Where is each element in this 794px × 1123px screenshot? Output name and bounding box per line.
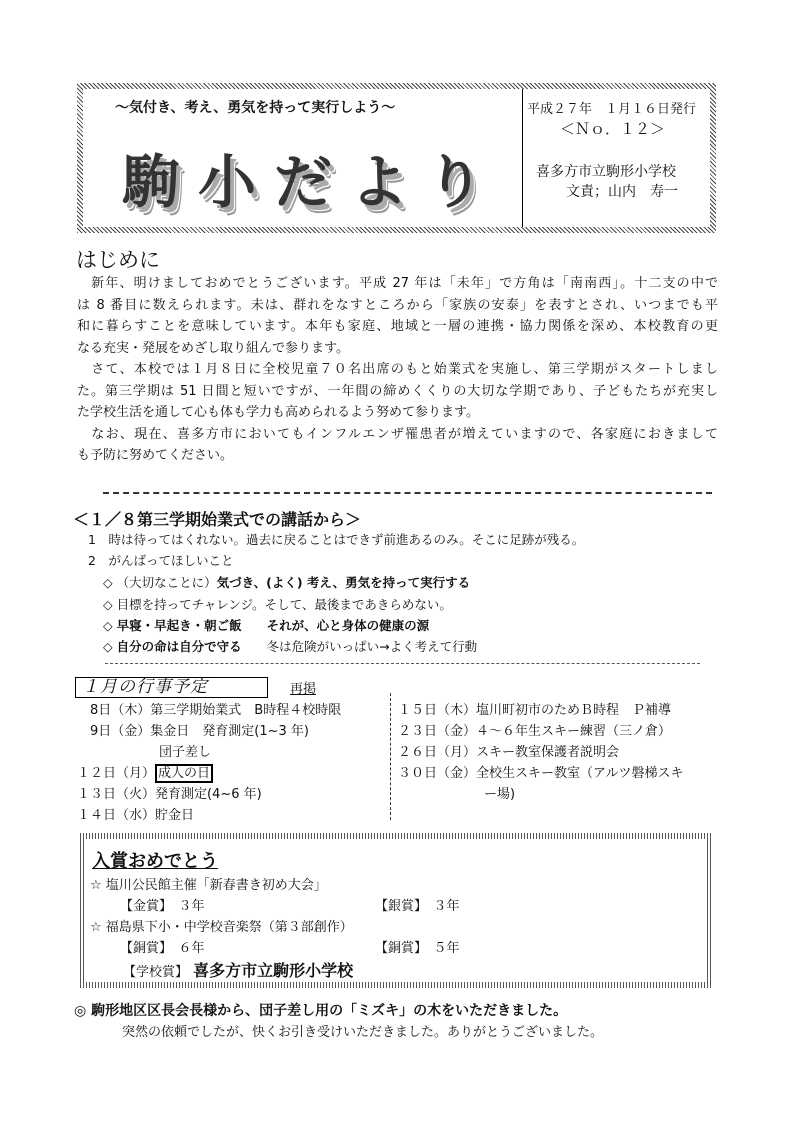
event-item: 8日（木）第三学期始業式 B時程４校時限 [77, 703, 342, 718]
newsletter-title: 駒小だより [122, 148, 503, 216]
school-name: 喜多方市立駒形小学校 [536, 164, 676, 180]
event-item: 9日（金）集金日 発育測定(1~3 年) [77, 724, 309, 739]
awards-title: 入賞おめでとう [92, 851, 218, 872]
school-award: 【学校賞】 喜多方市立駒形小学校 [123, 961, 354, 980]
speech-bullet: ◇ 早寝・早起き・朝ご飯 それが、心と身体の健康の源 [103, 618, 430, 633]
intro-line: 新年、明けましておめでとうございます。平成 27 年は「未年」で方角は「南南西」。十二支の中で [77, 276, 718, 291]
intro-heading: はじめに [76, 248, 160, 272]
event-item: ３０日（金）全校生スキー教室（アルツ磐梯スキ [398, 766, 684, 781]
speech-heading: ＜１／８第三学期始業式での講話から＞ [73, 510, 362, 529]
contest-name: ☆ 塩川公民館主催「新春書き初め大会」 [90, 878, 327, 893]
award-result: 【金賞】 ３年 [120, 899, 205, 914]
speech-bullet: ◇ 自分の命は自分で守る 冬は危険がいっぱい→よく考えて行動 [103, 639, 478, 654]
intro-line: た学校生活を通して心も体も学力も高められるよう努めて参ります。 [77, 405, 479, 420]
events-repost-label: 再掲 [290, 682, 317, 697]
intro-line: なる充実・発展をめざし取り組んで参ります。 [77, 340, 349, 356]
thanks-body: 突然の依頼でしたが、快くお引き受けいただきました。ありがとうございました。 [122, 1025, 604, 1040]
event-item: 団子差し [159, 745, 212, 760]
issue-date: 平成２７年 １月１６日発行 [527, 102, 697, 117]
award-result: 【銀賞】 ３年 [375, 899, 460, 914]
events-column-divider [390, 693, 391, 820]
event-item: ー場) [484, 787, 516, 802]
speech-item-2: 2 がんばってほしいこと [88, 553, 234, 568]
masthead-divider [522, 89, 523, 227]
motto: ～気付き、考え、勇気を持って実行しよう～ [115, 100, 396, 116]
event-item: １２日（月） 成人の日 [77, 762, 213, 781]
award-result: 【銅賞】 ６年 [120, 941, 205, 956]
events-title: １月の行事予定 [75, 677, 268, 698]
divider-dashed [103, 492, 712, 494]
event-item: ２３日（金）４～６年生スキー練習（三ノ倉） [398, 724, 672, 739]
contest-name: ☆ 福島県下小・中学校音楽祭（第３部創作） [90, 920, 353, 935]
event-item: １５日（木）塩川町初市のためＢ時程 Ｐ補導 [398, 703, 672, 718]
speech-bullet: ◇ 目標を持ってチャレンジ。そして、最後まであきらめない。 [103, 597, 452, 612]
intro-line: も予防に努めてください。 [77, 448, 234, 463]
thanks-heading: ◎ 駒形地区区長会長様から、団子差し用の「ミズキ」の木をいただきました。 [74, 1003, 568, 1019]
event-item: １４日（水）貯金日 [77, 808, 195, 823]
intro-line: さて、本校では１月８日に全校児童７０名出席のもと始業式を実施し、第三学期がスタートしまし [77, 362, 718, 377]
event-item: ２６日（月）スキー教室保護者説明会 [398, 745, 620, 760]
speech-item-1: 1 時は待ってはくれない。過去に戻ることはできず前進あるのみ。そこに足跡が残る。 [88, 532, 585, 547]
author: 文責；山内 寿一 [566, 184, 678, 200]
intro-line: なお、現在、喜多方市においてもインフルエンザ罹患者が増えていますので、各家庭におきまして [77, 426, 718, 442]
speech-bullet: ◇ （大切なことに）気づき、(よく) 考え、勇気を持って実行する [103, 575, 471, 590]
award-result: 【銅賞】 ５年 [375, 941, 460, 956]
intro-line: 和に暮らすことを意味しています。本年も家庭、地域と一層の連携・協力関係を深め、本校教育の更 [77, 319, 718, 334]
holiday-highlight: 成人の日 [155, 764, 213, 783]
divider-dashed [105, 663, 700, 664]
intro-line: た。第三学期は 51 日間と短いですが、一年間の締めくくりの大切な学期であり、子どもたちが充実し [77, 383, 718, 399]
intro-line: は 8 番目に数えられます。未は、群れをなすところから「家族の安泰」を表すとされ、いつまでも平 [77, 297, 718, 313]
event-item: １３日（火）発育測定(4~6 年) [77, 787, 262, 802]
issue-number: ＜Ｎｏ．１２＞ [560, 120, 666, 138]
intro-paragraph [77, 273, 718, 467]
